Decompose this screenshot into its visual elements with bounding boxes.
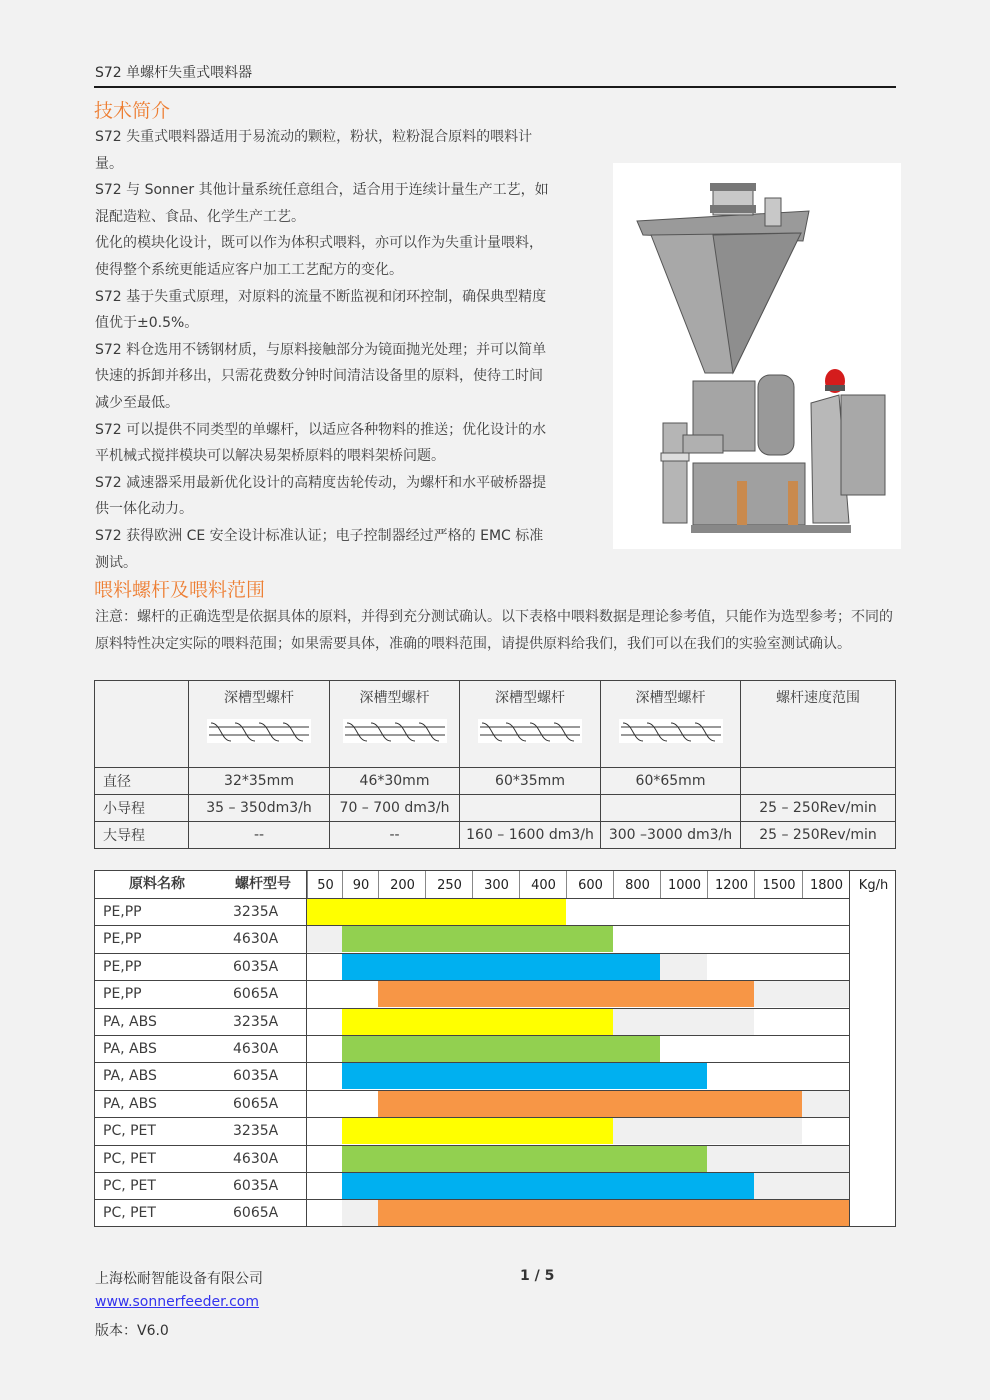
range-bar-extended: [754, 1173, 849, 1199]
intro-paragraph: S72 减速器采用最新优化设计的高精度齿轮传动，为螺杆和水平破桥器提供一体化动力。: [95, 474, 547, 518]
range-bar: [342, 1173, 754, 1199]
chart-row: [95, 1036, 849, 1064]
spec-header-screw: 深槽型螺杆: [330, 681, 460, 768]
spec-header-screw: 深槽型螺杆: [460, 681, 601, 768]
range-bar: [342, 954, 660, 980]
axis-tick: 300: [472, 871, 520, 898]
range-bar-extended: [342, 1200, 378, 1226]
range-bar-extended: [307, 926, 342, 952]
intro-paragraph: S72 失重式喂料器适用于易流动的颗粒，粉状，粒粉混合原料的喂料计量。: [95, 129, 533, 172]
document-title: S72 单螺杆失重式喂料器: [95, 65, 253, 81]
section-title-intro: 技术简介: [94, 100, 171, 122]
axis-tick: 1800: [802, 871, 850, 898]
range-bar: [342, 1063, 707, 1089]
column-header-unit: Kg/h: [849, 871, 897, 898]
column-header-model: 螺杆型号: [235, 876, 291, 892]
material-name: PA, ABS: [103, 1041, 157, 1057]
material-name: PC, PET: [103, 1150, 156, 1167]
material-name: PC, PET: [103, 1178, 156, 1194]
intro-paragraph: S72 可以提供不同类型的单螺杆，以适应各种物料的推送；优化设计的水平机械式搅拌模块可以解决易架桥原料的喂料架桥问题。: [95, 421, 547, 465]
material-name: PE,PP: [103, 904, 142, 920]
range-bar: [342, 926, 613, 952]
screw-model: 4630A: [233, 1150, 279, 1167]
screw-model: 4630A: [233, 931, 279, 948]
axis-tick: 600: [566, 871, 614, 898]
screw-spec-table: [94, 680, 896, 849]
axis-tick: 1000: [660, 871, 708, 898]
screw-model: 6065A: [233, 1205, 279, 1222]
screw-model: 6035A: [233, 1178, 279, 1194]
range-bar: [307, 899, 566, 925]
chart-divider: [306, 871, 307, 1226]
spec-row-large-pitch: 大导程 -- -- 160 – 1600 dm3/h 300 –3000 dm3/h 25 – 250Rev/min: [95, 822, 896, 849]
machine-image: [613, 163, 901, 549]
header-divider: [94, 86, 896, 88]
range-bar: [378, 1200, 849, 1226]
screw-model: 6065A: [233, 1095, 279, 1112]
range-bar-extended: [802, 1091, 849, 1117]
spec-row-small-pitch: 小导程 35 – 350dm3/h 70 – 700 dm3/h 25 – 250Rev/min: [95, 795, 896, 822]
axis-tick: 250: [425, 871, 473, 898]
range-bar-extended: [660, 954, 707, 980]
chart-row: [95, 981, 849, 1009]
range-bar-extended: [754, 981, 849, 1007]
spec-row-diameter: 直径 32*35mm 46*30mm 60*35mm 60*65mm: [95, 768, 896, 795]
material-name: PA, ABS: [103, 1068, 157, 1085]
unit-column-divider: [849, 871, 850, 1226]
range-bar: [342, 1009, 613, 1035]
screw-model: 6035A: [233, 1068, 279, 1085]
axis-tick: 800: [613, 871, 661, 898]
column-header-material: 原料名称: [129, 876, 185, 892]
material-name: PC, PET: [103, 1123, 156, 1140]
selection-note: 注意：螺杆的正确选型是依据具体的原料，并得到充分测试确认。以下表格中喂料数据是理论参考值，只能作为选型参考；不同的原料特性决定实际的喂料范围；如果需要具体，准确的喂料范围，请提供原料给我们，我们可以在我们的实验室测试确认。: [95, 609, 893, 652]
axis-tick: 200: [378, 871, 426, 898]
range-bar-extended: [613, 1118, 802, 1144]
intro-paragraphs: [95, 124, 555, 576]
screw-icon: [619, 719, 723, 743]
intro-paragraph: S72 基于失重式原理，对原料的流量不断监视和闭环控制，确保典型精度值优于±0.5%。: [95, 288, 547, 332]
spec-header-screw: 深槽型螺杆: [189, 681, 330, 768]
axis-tick: 90: [342, 871, 379, 898]
chart-row: [95, 1173, 849, 1201]
chart-row: [95, 1146, 849, 1174]
material-name: PC, PET: [103, 1205, 156, 1222]
spec-header-speed: 螺杆速度范围: [741, 681, 896, 768]
chart-row: [95, 899, 849, 927]
section-title-range: 喂料螺杆及喂料范围: [94, 579, 266, 601]
range-bar: [378, 1091, 802, 1117]
axis-tick: 400: [519, 871, 567, 898]
website-link[interactable]: www.sonnerfeeder.com: [95, 1294, 259, 1310]
material-name: PE,PP: [103, 958, 142, 975]
material-name: PA, ABS: [103, 1013, 157, 1030]
intro-paragraph: S72 与 Sonner 其他计量系统任意组合，适合用于连续计量生产工艺，如混配造粒、食品、化学生产工艺。: [95, 182, 549, 225]
range-bar: [342, 1118, 613, 1144]
intro-paragraph: 优化的模块化设计，既可以作为体积式喂料，亦可以作为失重计量喂料，使得整个系统更能适应客户加工工艺配方的变化。: [95, 235, 543, 278]
screw-model: 4630A: [233, 1041, 279, 1057]
chart-row: [95, 1063, 849, 1091]
axis-tick: 50: [307, 871, 343, 898]
range-bar: [378, 981, 754, 1007]
screw-icon: [343, 719, 447, 743]
screw-icon: [478, 719, 582, 743]
chart-row: [95, 1091, 849, 1119]
screw-model: 6035A: [233, 958, 279, 975]
spec-header-row: [95, 681, 896, 768]
range-bar: [342, 1146, 707, 1172]
screw-icon: [207, 719, 311, 743]
chart-row: [95, 1009, 849, 1037]
range-bar-extended: [613, 1009, 754, 1035]
screw-model: 3235A: [233, 1123, 279, 1140]
intro-paragraph: S72 获得欧洲 CE 安全设计标准认证；电子控制器经过严格的 EMC 标准测试。: [95, 527, 544, 571]
range-bar-extended: [707, 1146, 849, 1172]
spec-header-screw: 深槽型螺杆: [601, 681, 741, 768]
footer-company: 上海松耐智能设备有限公司: [95, 1271, 263, 1287]
axis-tick: 1500: [754, 871, 803, 898]
range-bar: [342, 1036, 660, 1062]
material-name: PA, ABS: [103, 1095, 157, 1112]
chart-header-row: [95, 871, 895, 899]
axis-tick: 1200: [707, 871, 755, 898]
feed-range-chart: [94, 870, 896, 1227]
screw-model: 6065A: [233, 986, 279, 1003]
document-version: 版本：V6.0: [95, 1323, 169, 1339]
intro-paragraph: S72 料仓选用不锈钢材质，与原料接触部分为镜面抛光处理；并可以简单快速的拆卸并移出，只需花费数分钟时间清洁设备里的原料，使待工时间减少至最低。: [95, 341, 547, 411]
page-number: 1 / 5: [520, 1268, 555, 1284]
material-name: PE,PP: [103, 986, 142, 1003]
feeder-machine-illustration: [613, 163, 901, 549]
chart-row: [95, 1118, 849, 1146]
spec-header-empty: [95, 681, 189, 768]
screw-model: 3235A: [233, 1013, 279, 1030]
chart-row: [95, 926, 849, 954]
material-name: PE,PP: [103, 931, 142, 948]
screw-model: 3235A: [233, 904, 279, 920]
chart-row: [95, 954, 849, 982]
chart-row: [95, 1200, 849, 1228]
